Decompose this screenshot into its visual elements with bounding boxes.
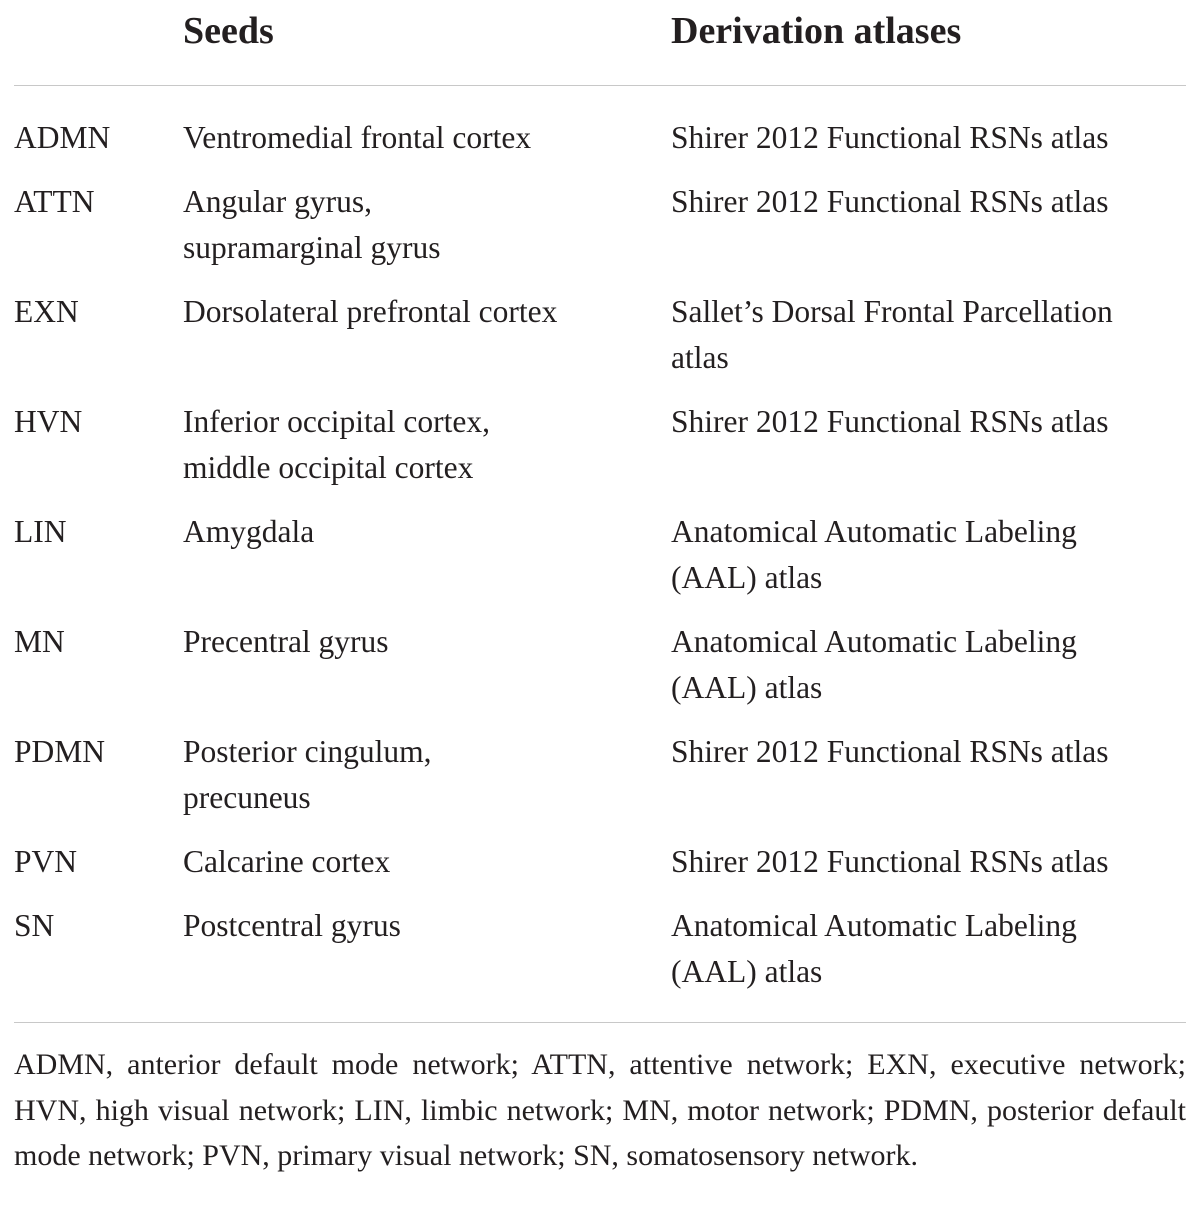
network-abbreviation: MN — [14, 624, 65, 659]
table-row — [14, 903, 1186, 1013]
seed-region-line: Posterior cingulum, — [183, 734, 432, 769]
seed-region-line: Postcentral gyrus — [183, 908, 401, 943]
table-body — [14, 115, 1186, 1013]
seed-region-line: Amygdala — [183, 514, 315, 549]
network-abbreviation: ATTN — [14, 184, 95, 219]
table-row — [14, 509, 1186, 619]
table-row — [14, 399, 1186, 509]
derivation-atlas — [671, 509, 1077, 601]
derivation-atlas-line: Shirer 2012 Functional RSNs atlas — [671, 844, 1109, 879]
table-row — [14, 839, 1186, 903]
seed-region — [183, 619, 389, 665]
derivation-atlas — [671, 289, 1113, 381]
table-row — [14, 729, 1186, 839]
table-row — [14, 619, 1186, 729]
derivation-atlas-line: Shirer 2012 Functional RSNs atlas — [671, 184, 1109, 219]
derivation-atlas-line: Shirer 2012 Functional RSNs atlas — [671, 734, 1109, 769]
derivation-atlas-line: (AAL) atlas — [671, 670, 823, 705]
derivation-atlas — [671, 729, 1108, 775]
seed-region — [183, 903, 401, 949]
derivation-atlas-line: (AAL) atlas — [671, 560, 823, 595]
seed-region — [183, 115, 531, 161]
seed-region — [183, 289, 557, 335]
seed-region — [183, 509, 314, 555]
table-row — [14, 179, 1186, 289]
derivation-atlas-line: Anatomical Automatic Labeling — [671, 514, 1077, 549]
seed-region — [183, 399, 490, 491]
atlas-table — [0, 0, 1200, 86]
derivation-atlas-line: (AAL) atlas — [671, 954, 823, 989]
table-row — [14, 115, 1186, 179]
seed-region-line: Calcarine cortex — [183, 844, 391, 879]
derivation-atlas-line: Anatomical Automatic Labeling — [671, 908, 1077, 943]
seed-region-line: middle occipital cortex — [183, 450, 474, 485]
derivation-atlas — [671, 115, 1108, 161]
derivation-atlas-line: atlas — [671, 340, 729, 375]
seed-region — [183, 839, 390, 885]
seed-region-line: precuneus — [183, 780, 311, 815]
header-derivation-atlases: Derivation atlases — [671, 10, 962, 52]
seed-region-line: Precentral gyrus — [183, 624, 389, 659]
network-abbreviation: HVN — [14, 404, 83, 439]
header-seeds: Seeds — [183, 10, 274, 52]
derivation-atlas-line: Shirer 2012 Functional RSNs atlas — [671, 120, 1109, 155]
network-abbreviation: PDMN — [14, 734, 106, 769]
seed-region — [183, 179, 441, 271]
derivation-atlas-line: Sallet’s Dorsal Frontal Parcellation — [671, 294, 1113, 329]
seed-region-line: Inferior occipital cortex, — [183, 404, 490, 439]
network-abbreviation: EXN — [14, 294, 79, 329]
network-abbreviation: SN — [14, 908, 55, 943]
derivation-atlas — [671, 839, 1108, 885]
derivation-atlas-line: Shirer 2012 Functional RSNs atlas — [671, 404, 1109, 439]
seed-region — [183, 729, 431, 821]
seed-region-line: Angular gyrus, — [183, 184, 372, 219]
derivation-atlas-line: Anatomical Automatic Labeling — [671, 624, 1077, 659]
seed-region-line: Ventromedial frontal cortex — [183, 120, 532, 155]
derivation-atlas — [671, 903, 1077, 995]
seed-region-line: Dorsolateral prefrontal cortex — [183, 294, 558, 329]
network-abbreviation: LIN — [14, 514, 67, 549]
table-footnote: ADMN, anterior default mode network; ATTN, attentive network; EXN, executive network; HVN, high visual network; LIN, limbic network; MN, motor network; PDMN, posterior default mode network; PVN, primary visual network; SN, somatosensory network. — [14, 1048, 1186, 1172]
derivation-atlas — [671, 399, 1108, 445]
network-abbreviation: PVN — [14, 844, 78, 879]
seed-region-line: supramarginal gyrus — [183, 230, 441, 265]
table-row — [14, 289, 1186, 399]
derivation-atlas — [671, 619, 1077, 711]
table-bottom-rule — [14, 1022, 1186, 1023]
derivation-atlas — [671, 179, 1108, 225]
network-abbreviation: ADMN — [14, 120, 111, 155]
table-header-row — [14, 0, 1186, 86]
